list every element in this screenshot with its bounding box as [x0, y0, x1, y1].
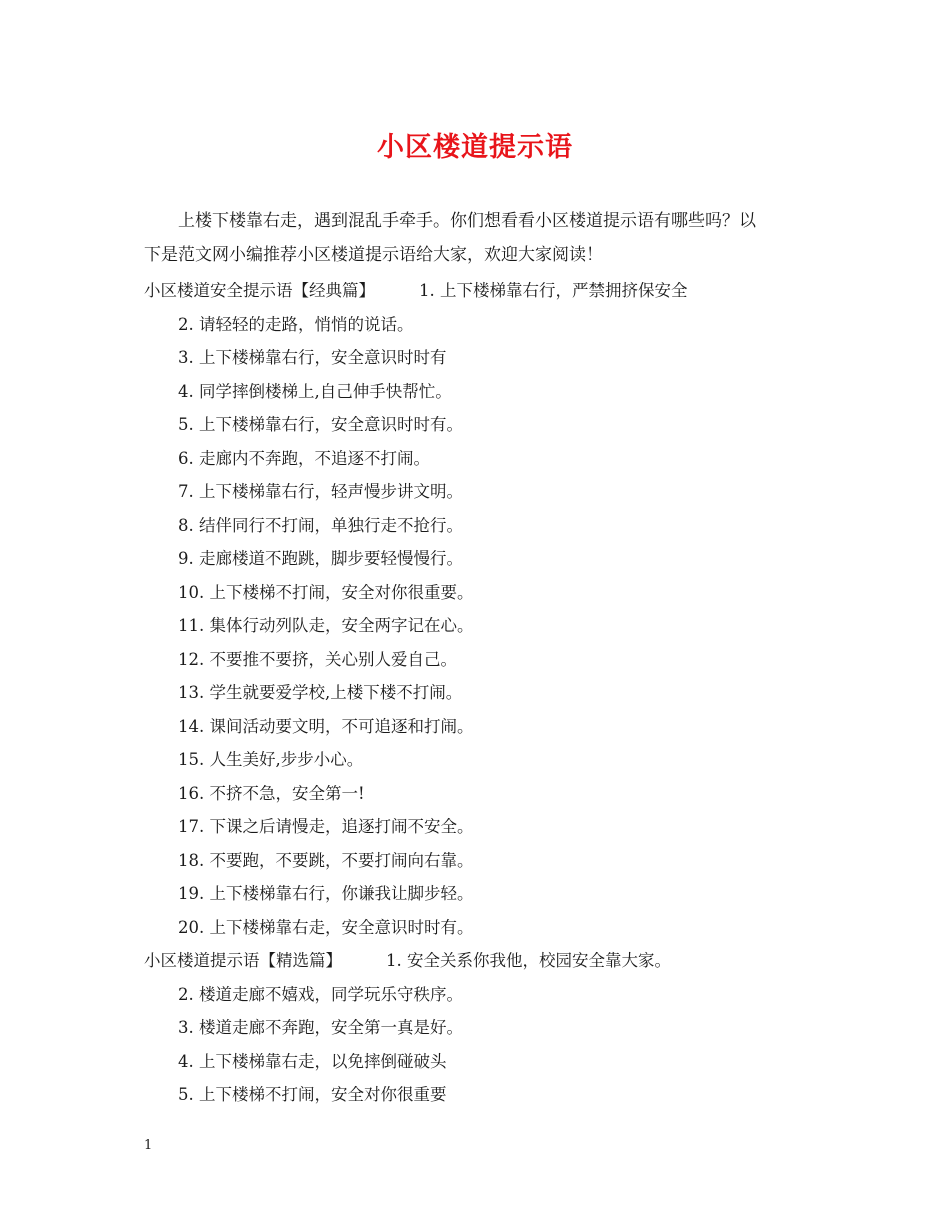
section-selected-heading: [144, 944, 834, 978]
list-item: 6. 走廊内不奔跑，不追逐不打闹。: [178, 448, 430, 468]
page-title: 小区楼道提示语: [377, 132, 573, 163]
list-item: 17. 下课之后请慢走，追逐打闹不安全。: [178, 817, 474, 836]
list-item: 4. 上下楼梯靠右走，以免摔倒碰破头: [178, 1051, 447, 1071]
list-item: 19. 上下楼梯靠右行，你谦我让脚步轻。: [178, 884, 474, 903]
list-item: 3. 上下楼梯靠右行，安全意识时时有: [178, 348, 447, 367]
list-item: 9. 走廊楼道不跑跳，脚步要轻慢慢行。: [178, 549, 463, 568]
list-item: 5. 上下楼梯不打闹，安全对你很重要: [178, 1085, 447, 1104]
list-item: 7. 上下楼梯靠右行，轻声慢步讲文明。: [178, 482, 463, 501]
list-item: 3. 楼道走廊不奔跑，安全第一真是好。: [178, 1018, 463, 1037]
list-item: 14. 课间活动要文明，不可追逐和打闹。: [178, 716, 474, 736]
section-heading-text: 小区楼道安全提示语【经典篇】: [144, 281, 375, 300]
list-item: 10. 上下楼梯不打闹，安全对你很重要。: [178, 582, 474, 602]
list-item: 16. 不挤不急，安全第一!: [178, 783, 365, 803]
intro-paragraph: [144, 204, 834, 272]
list-item: 15. 人生美好,步步小心。: [178, 750, 364, 769]
list-item: 13. 学生就要爱学校,上楼下楼不打闹。: [178, 683, 463, 702]
page-number: 1: [144, 1138, 153, 1153]
list-item: 18. 不要跑，不要跳，不要打闹向右靠。: [178, 850, 474, 870]
section-heading-text: 小区楼道提示语【精选篇】: [144, 951, 342, 970]
list-item: 1. 安全关系你我他，校园安全靠大家。: [386, 951, 671, 970]
document-body: [144, 274, 834, 1112]
list-item: 4. 同学摔倒楼梯上,自己伸手快帮忙。: [178, 381, 452, 401]
intro-line-1: 上楼下楼靠右走，遇到混乱手牵手。你们想看看小区楼道提示语有哪些吗？以: [178, 211, 756, 231]
intro-line-2: 下是范文网小编推荐小区楼道提示语给大家，欢迎大家阅读！: [144, 245, 603, 265]
list-item: 20. 上下楼梯靠右走，安全意识时时有。: [178, 917, 474, 937]
list-item: 8. 结伴同行不打闹，单独行走不抢行。: [178, 515, 463, 535]
list-item: 2. 请轻轻的走路，悄悄的说话。: [178, 314, 414, 334]
list-item: 5. 上下楼梯靠右行，安全意识时时有。: [178, 415, 463, 434]
section-classic-heading: [144, 274, 834, 308]
list-item: 12. 不要推不要挤，关心别人爱自己。: [178, 649, 457, 669]
list-item: 1. 上下楼梯靠右行，严禁拥挤保安全: [419, 281, 688, 300]
list-item: 11. 集体行动列队走，安全两字记在心。: [178, 616, 474, 635]
list-item: 2. 楼道走廊不嬉戏，同学玩乐守秩序。: [178, 984, 463, 1004]
